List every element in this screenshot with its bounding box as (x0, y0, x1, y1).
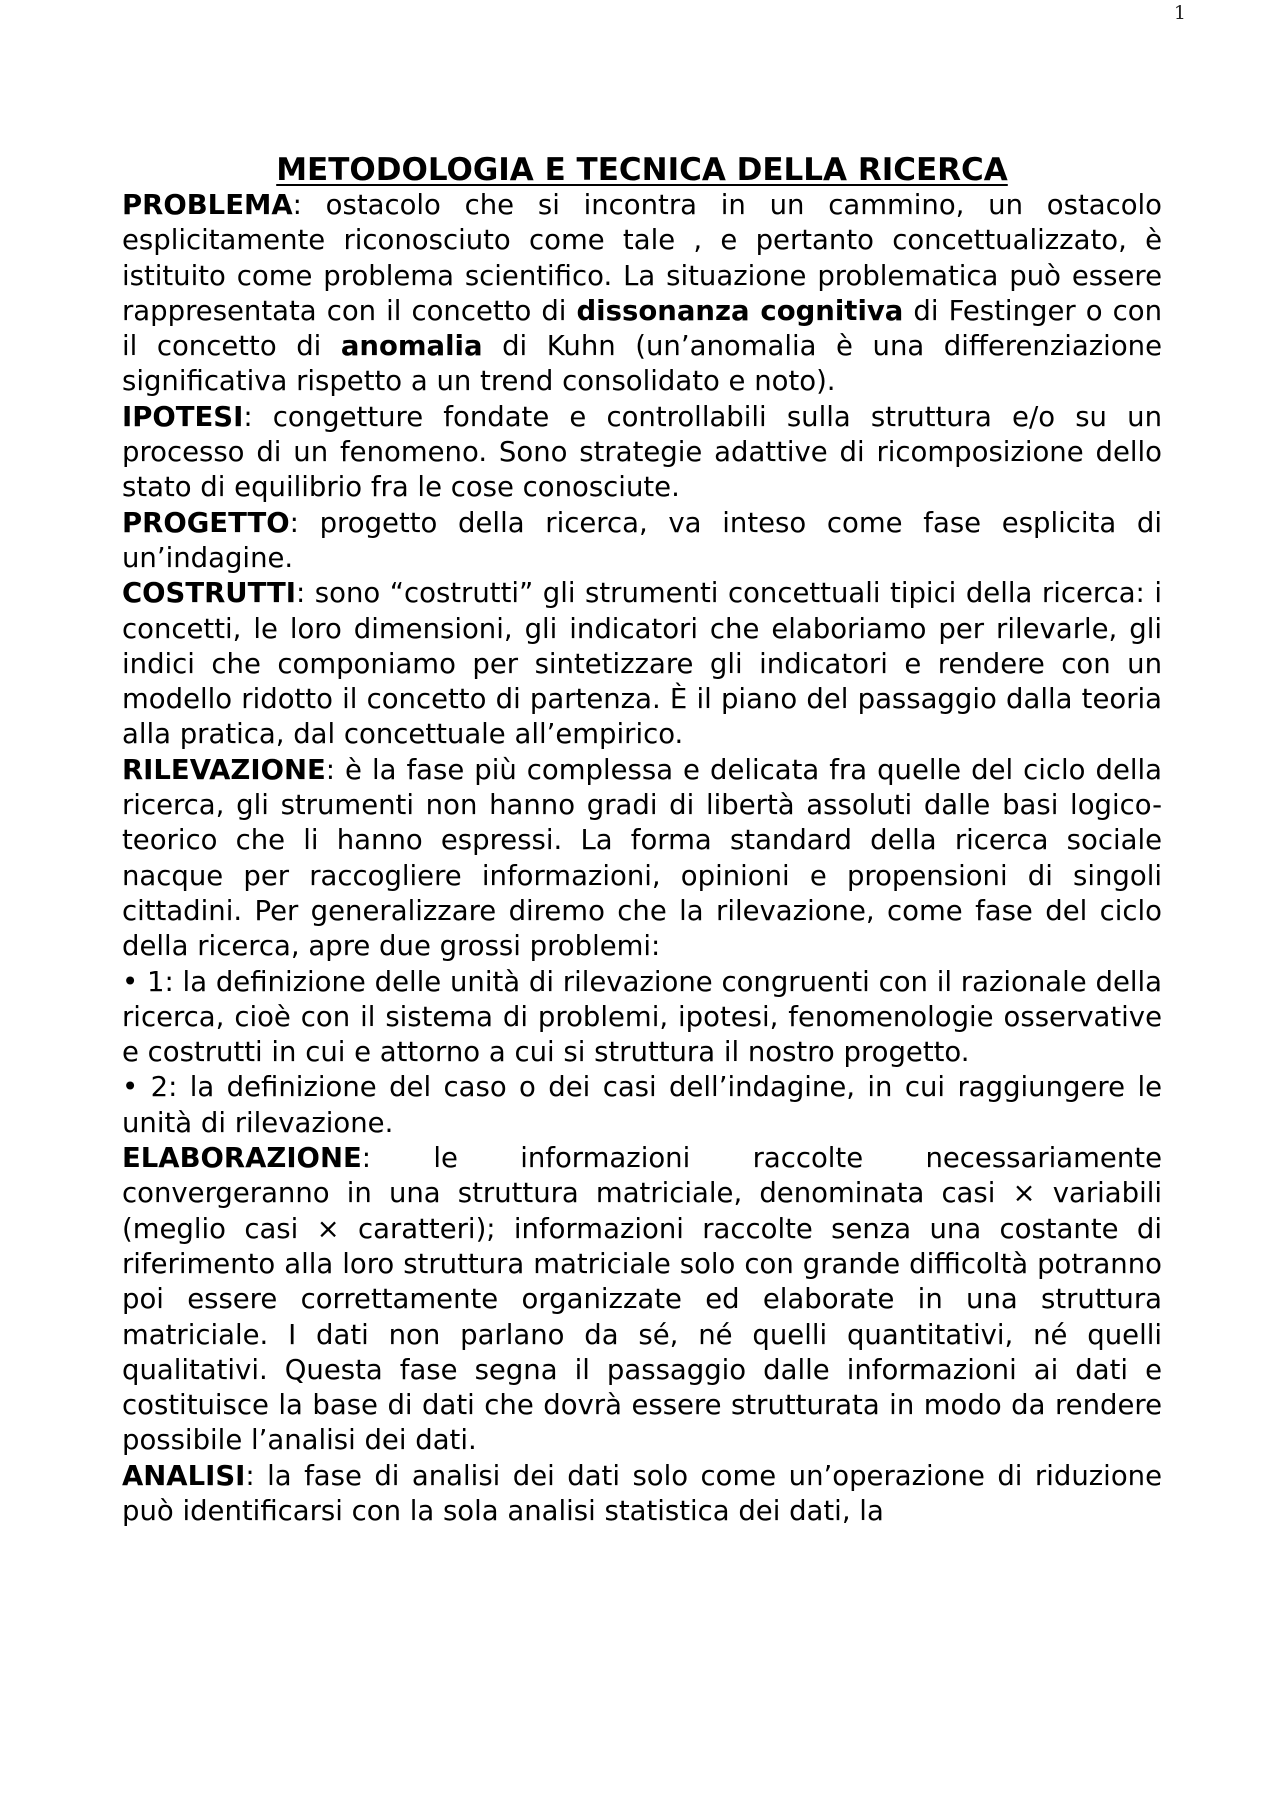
term-rilevazione: RILEVAZIONE (122, 753, 326, 786)
term-problema: PROBLEMA (122, 189, 293, 221)
definition-rilevazione: : è la fase più complessa e delicata fra quelle del ciclo della ricerca, gli strumenti non hanno gradi di libertà assoluti dalle basi logico-teorico che li hanno espressi. La forma standard della ricerca sociale nacque per raccogliere informazioni, opinioni e propensioni di singoli cittadini. Per generalizzare diremo che la rilevazione, come fase del ciclo della ricerca, apre due grossi problemi: (122, 753, 1162, 963)
term-analisi: ANALISI (122, 1459, 246, 1492)
definition-elaborazione: : le informazioni raccolte necessariamente convergeranno in una struttura matriciale, denominata casi × variabili (meglio casi × caratteri); informazioni raccolte senza una costante di riferimento alla loro struttura matriciale solo con grande difficoltà potranno poi essere correttamente organizzate ed elaborate in una struttura matriciale. I dati non parlano da sé, né quelli quantitativi, né quelli qualitativi. Questa fase segna il passaggio dalle informazioni ai dati e costituisce la base di dati che dovrà essere strutturata in modo da rendere possibile l’analisi dei dati. (122, 1142, 1162, 1457)
entry-costrutti (122, 576, 1162, 752)
entry-elaborazione (122, 1141, 1162, 1459)
rilevazione-bullet-2: • 2: la definizione del caso o dei casi dell’indagine, in cui raggiungere le unità di rilevazione. (122, 1071, 1162, 1139)
definition-costrutti: : sono “costrutti” gli strumenti concettuali tipici della ricerca: i concetti, le loro dimensioni, gli indicatori che elaboriamo per rilevarle, gli indici che componiamo per sintetizzare gli indicatori e rendere con un modello ridotto il concetto di partenza. È il piano del passaggio dalla teoria alla pratica, dal concettuale all’empirico. (122, 577, 1162, 751)
entry-analisi (122, 1459, 1162, 1530)
page-number: 1 (1173, 2, 1186, 24)
term-elaborazione: ELABORAZIONE (122, 1142, 362, 1175)
definition-progetto: : progetto della ricerca, va inteso come fase esplicita di un’indagine. (122, 506, 1162, 574)
term-anomalia: anomalia (340, 330, 483, 363)
definition-problema-part-1: : ostacolo che si incontra in un cammino, un ostacolo esplicitamente riconosciuto come tale , e pertanto concettualizzato, è istituito come problema scientifico. La situazione problematica può essere rappresentata con il concetto di (122, 189, 1162, 327)
definition-problema-part-2: di Festinger o con il concetto di (122, 294, 1162, 363)
rilevazione-bullet-1: • 1: la definizione delle unità di rilevazione congruenti con il razionale della ricerca, cioè con il sistema di problemi, ipotesi, fenomenologie osservative e costrutti in cui e attorno a cui si struttura il nostro progetto. (122, 965, 1162, 1069)
document-body (122, 152, 1162, 1529)
term-progetto: PROGETTO (122, 506, 290, 539)
entry-progetto (122, 506, 1162, 577)
entry-rilevazione (122, 753, 1162, 965)
definition-problema-part-3: di Kuhn (un’anomalia è una differenziazione significativa rispetto a un trend consolidato e noto). (122, 330, 1162, 398)
document-title: METODOLOGIA E TECNICA DELLA RICERCA (276, 152, 1008, 188)
definition-analisi: : la fase di analisi dei dati solo come un’operazione di riduzione può identificarsi con la sola analisi statistica dei dati, la (122, 1459, 1162, 1527)
term-costrutti: COSTRUTTI (122, 577, 297, 610)
entry-problema (122, 188, 1162, 400)
entry-ipotesi (122, 400, 1162, 506)
definition-ipotesi: : congetture fondate e controllabili sulla struttura e/o su un processo di un fenomeno. Sono strategie adattive di ricomposizione dello stato di equilibrio fra le cose conosciute. (122, 400, 1162, 504)
term-ipotesi: IPOTESI (122, 400, 244, 433)
term-dissonanza-cognitiva: dissonanza cognitiva (576, 294, 904, 327)
